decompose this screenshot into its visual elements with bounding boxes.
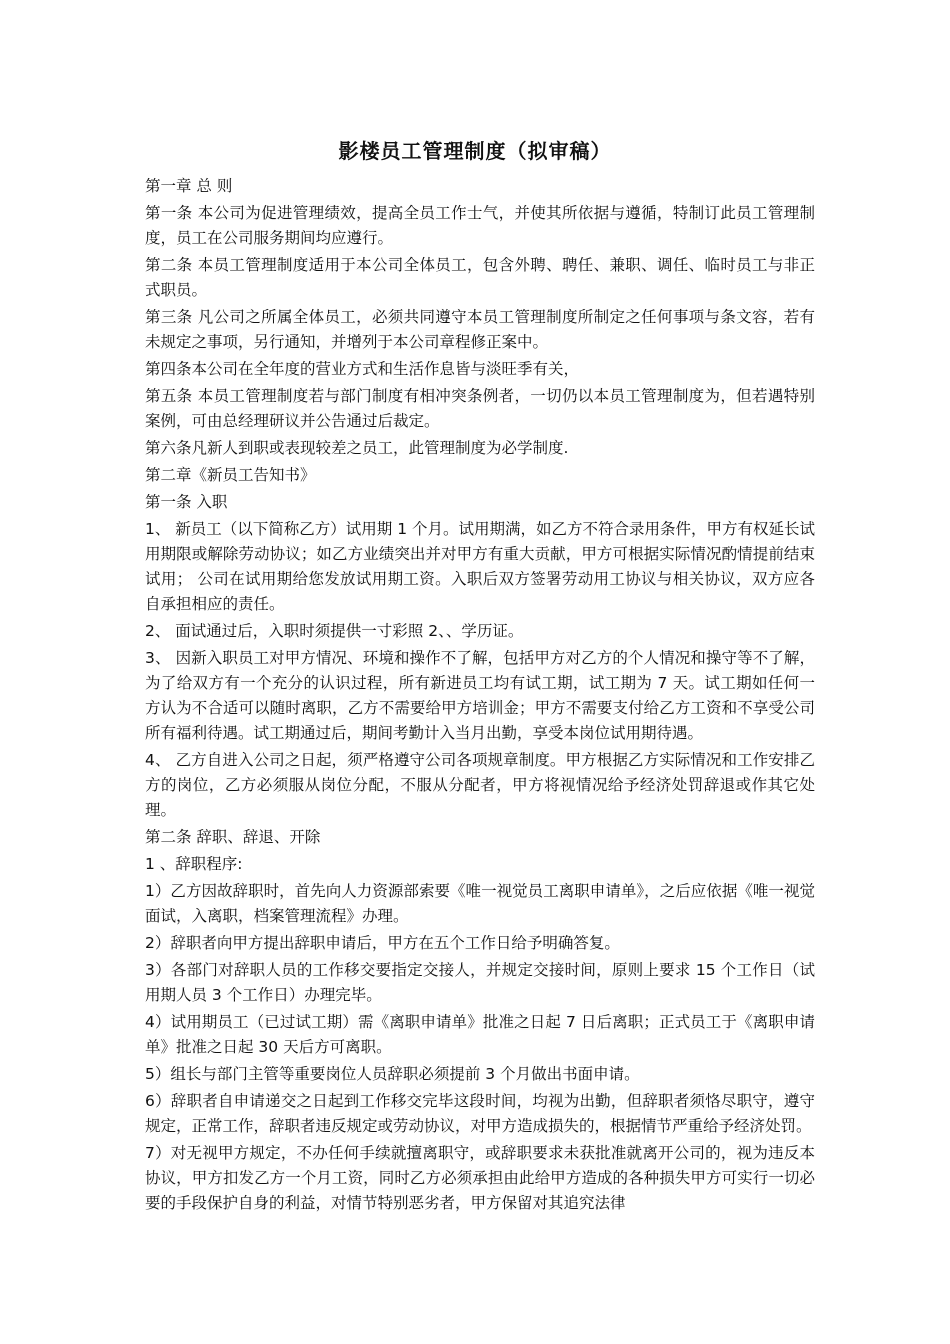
document-title: 影楼员工管理制度（拟审稿） — [338, 139, 612, 163]
list-item: 5）组长与部门主管等重要岗位人员辞职必须提前 3 个月做出书面申请。 — [145, 1065, 640, 1083]
list-item: 3）各部门对辞职人员的工作移交要指定交接人，并规定交接时间，原则上要求 15 个工作日（试用期人员 3 个工作日）办理完毕。 — [145, 961, 815, 1004]
list-item: 4）试用期员工（已过试工期）需《离职申请单》批准之日起 7 日后离职；正式员工于《离职申请单》批准之日起 30 天后方可离职。 — [145, 1013, 815, 1056]
list-item: 6）辞职者自申请递交之日起到工作移交完毕这段时间，均视为出勤，但辞职者须恪尽职守，遵守规定，正常工作，辞职者违反规定或劳动协议，对甲方造成损失的，根据情节严重给予经济处罚。 — [145, 1092, 815, 1135]
paragraph: 2、 面试通过后，入职时须提供一寸彩照 2、、学历证。 — [145, 622, 524, 640]
paragraph: 第四条本公司在全年度的营业方式和生活作息皆与淡旺季有关， — [145, 360, 580, 378]
document-body — [145, 174, 815, 1218]
paragraph: 第五条 本员工管理制度若与部门制度有相冲突条例者，一切仍以本员工管理制度为，但若遇特别案例，可由总经理研议并公告通过后裁定。 — [145, 387, 815, 430]
paragraph: 1、 新员工（以下简称乙方）试用期 1 个月。试用期满，如乙方不符合录用条件，甲方有权延长试用期限或解除劳动协议；如乙方业绩突出并对甲方有重大贡献，甲方可根据实际情况酌情提前结束试用； 公司在试用期给您发放试用期工资。入职后双方签署劳动用工协议与相关协议，双方应各自承担相应的责任。 — [145, 520, 816, 613]
section-heading: 第一条 入职 — [145, 493, 228, 511]
paragraph: 第三条 凡公司之所属全体员工，必须共同遵守本员工管理制度所制定之任何事项与条文容，若有未规定之事项，另行通知，并增列于本公司章程修正案中。 — [145, 308, 815, 351]
section-heading: 第二条 辞职、辞退、开除 — [145, 828, 321, 846]
list-item: 7）对无视甲方规定，不办任何手续就擅离职守，或辞职要求未获批准就离开公司的，视为违反本协议，甲方扣发乙方一个月工资，同时乙方必须承担由此给甲方造成的各种损失甲方可实行一切必要的手段保护自身的利益，对情节特别恶劣者，甲方保留对其追究法律 — [145, 1144, 815, 1212]
paragraph: 第六条凡新人到职或表现较差之员工，此管理制度为必学制度. — [145, 439, 569, 457]
paragraph: 3、 因新入职员工对甲方情况、环境和操作不了解，包括甲方对乙方的个人情况和操守等不了解，为了给双方有一个充分的认识过程，所有新进员工均有试工期，试工期为 7 天。试工期如任何一方认为不合适可以随时离职，乙方不需要给甲方培训金；甲方不需要支付给乙方工资和不享受公司所有福利待遇。试工期通过后，期间考勤计入当月出勤，享受本岗位试用期待遇。 — [145, 649, 815, 742]
list-item: 1）乙方因故辞职时，首先向人力资源部索要《唯一视觉员工离职申请单》，之后应依据《唯一视觉面试，入离职，档案管理流程》办理。 — [145, 882, 815, 925]
paragraph: 第二条 本员工管理制度适用于本公司全体员工，包含外聘、聘任、兼职、调任、临时员工与非正式职员。 — [145, 256, 815, 299]
list-item: 2）辞职者向甲方提出辞职申请后，甲方在五个工作日给予明确答复。 — [145, 934, 620, 952]
subsection-heading: 1 、辞职程序: — [145, 855, 243, 873]
chapter-1-heading: 第一章 总 则 — [145, 177, 233, 195]
paragraph: 第一条 本公司为促进管理绩效，提高全员工作士气，并使其所依据与遵循，特制订此员工管理制度，员工在公司服务期间均应遵行。 — [145, 204, 815, 247]
paragraph: 4、 乙方自进入公司之日起，须严格遵守公司各项规章制度。甲方根据乙方实际情况和工作安排乙方的岗位，乙方必须服从岗位分配，不服从分配者，甲方将视情况给予经济处罚辞退或作其它处理。 — [145, 751, 815, 819]
chapter-2-heading: 第二章《新员工告知书》 — [145, 466, 316, 484]
